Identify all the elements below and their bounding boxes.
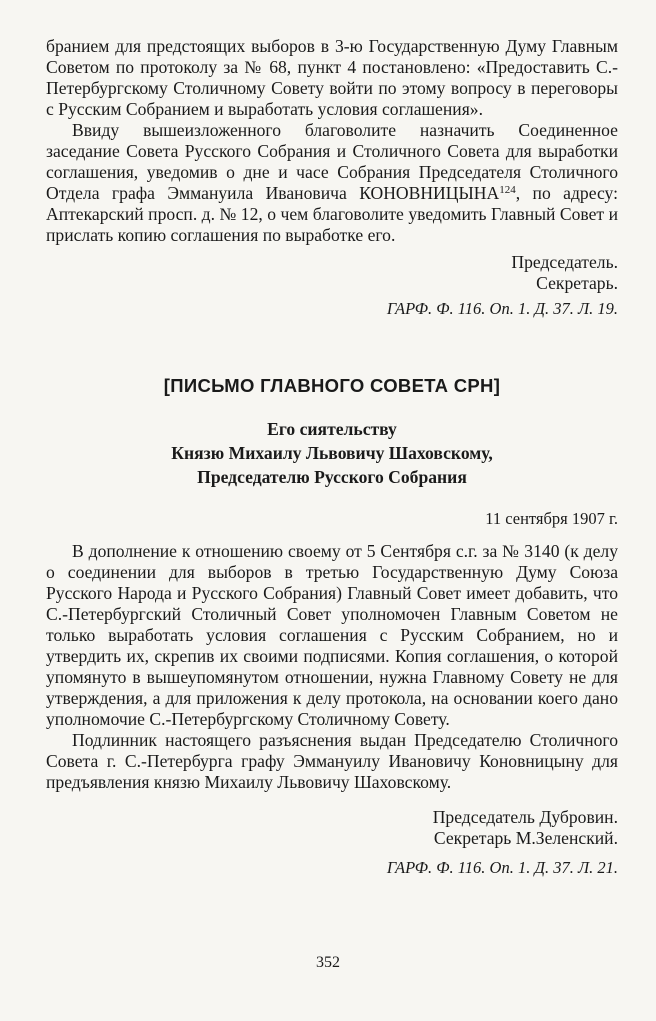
paragraph-request xyxy=(46,120,618,246)
letter-paragraph-1: В дополнение к отношению своему от 5 Сентября с.г. за № 3140 (к делу о соединении для выборов в третью Государственную Думу Союза Русского Народа и Русского Собрания) Главный Совет имеет добавить, что С.-Петербургский Столичный Совет уполномочен Главным Советом не только выработать условия соглашения с Русским Собранием, но и утвердить их, скрепив их своими подписями. Копия соглашения, о которой упомянуто в вышеупомянутом отношении, нужна Главному Совету не для утверждения, а для приложения к делу протокола, на основании коего дано уполномочие С.-Петербургскому Столичному Совету. xyxy=(46,541,618,729)
letter-signature-chairman: Председатель Дубровин. xyxy=(432,807,618,827)
addressee-line-2: Князю Михаилу Львовичу Шаховскому, xyxy=(171,443,493,463)
footnote-ref[interactable]: 124 xyxy=(499,184,516,196)
paragraph-continuation: бранием для предстоящих выборов в 3-ю Государственную Думу Главным Советом по протоколу за № 68, пункт 4 постановлено: «Предоставить С.-Петербургскому Столичному Совету войти по этому вопросу в переговоры с Русским Собранием и выработать условия соглашения». xyxy=(46,36,618,119)
signature-chairman: Председатель. xyxy=(511,252,618,272)
archive-source-2: ГАРФ. Ф. 116. Оп. 1. Д. 37. Л. 21. xyxy=(386,858,618,877)
paragraph-request-text-end: , по адресу: Аптекарский просп. д. № 12, о чем благоволите уведомить Главный Совет и прислать копию соглашения по выработке его. xyxy=(46,183,619,245)
page-number: 352 xyxy=(316,954,340,971)
archive-source-1: ГАРФ. Ф. 116. Оп. 1. Д. 37. Л. 19. xyxy=(386,299,618,318)
signature-secretary: Секретарь. xyxy=(536,273,618,293)
letter-signature-secretary: Секретарь М.Зеленский. xyxy=(433,828,618,848)
letter-heading: [ПИСЬМО ГЛАВНОГО СОВЕТА СРН] xyxy=(163,375,501,396)
addressee-line-3: Председателю Русского Собрания xyxy=(197,467,467,487)
addressee-line-1: Его сиятельству xyxy=(267,419,397,439)
letter-paragraph-2: Подлинник настоящего разъяснения выдан Председателю Столичного Совета г. С.-Петербурга графу Эммануилу Ивановичу Коновницыну для предъявления князю Михаилу Львовичу Шаховскому. xyxy=(46,730,618,792)
letter-date: 11 сентября 1907 г. xyxy=(485,509,618,528)
paragraph-request-text: Ввиду вышеизложенного благоволите назначить Соединенное заседание Совета Русского Собрания и Столичного Совета для выработки соглашения, уведомив о дне и часе Собрания Председателя Столичного Отдела графа Эммануила Ивановича КОНОВНИЦЫНА xyxy=(46,120,618,203)
